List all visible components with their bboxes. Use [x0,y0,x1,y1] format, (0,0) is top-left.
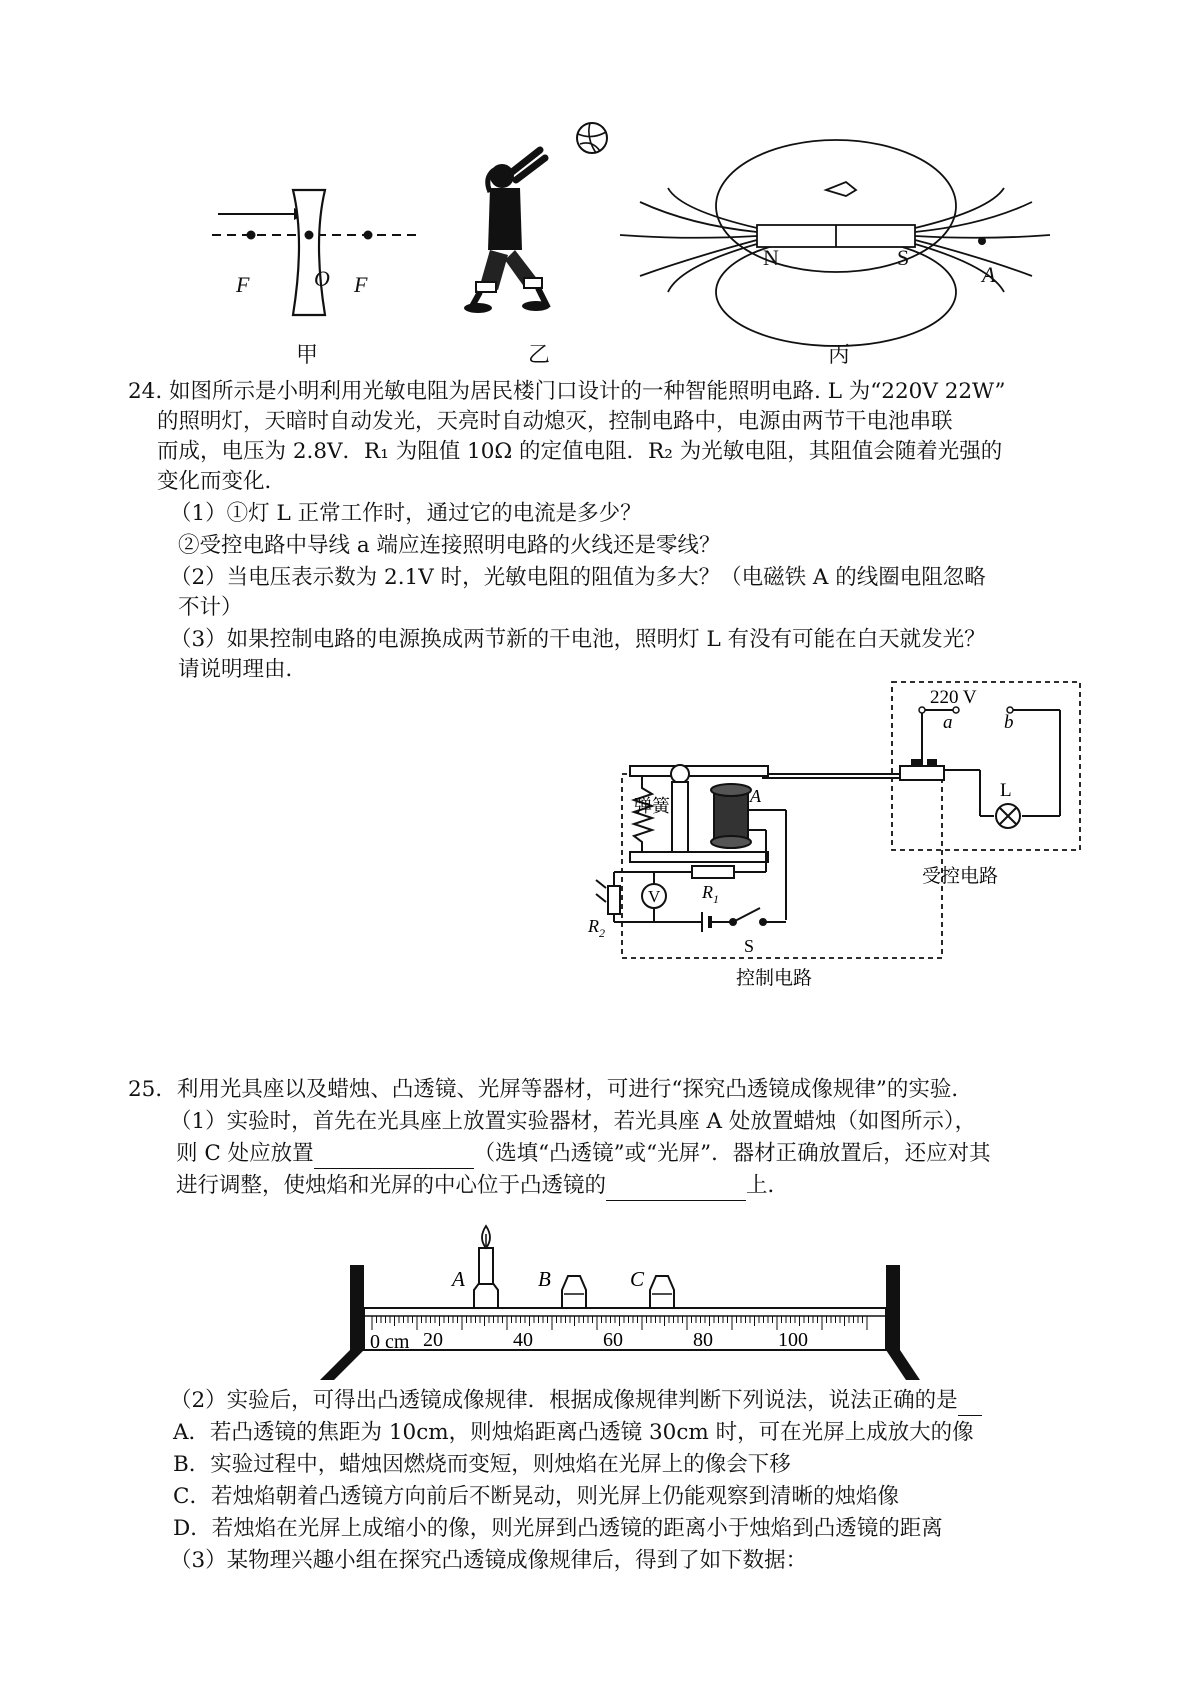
answer-blank-part-2[interactable] [958,1391,982,1416]
ruler-label-20: 20 [423,1329,443,1351]
focal-point-label-left: F [236,272,250,297]
focal-point-label-right: F [354,272,368,297]
lamp-label: L [1000,780,1012,801]
ruler-label-60: 60 [603,1329,623,1351]
q24-part-1-a: （1）①灯 L 正常工作时，通过它的电流是多少？ [170,501,642,526]
ruler-label-40: 40 [513,1329,533,1351]
q25-option-c: C．若烛焰朝着凸透镜方向前后不断晃动，则光屏上仍能观察到清晰的烛焰像 [173,1484,899,1509]
answer-blank-principal-axis[interactable] [606,1176,746,1201]
q25-option-b: B．实验过程中，蜡烛因燃烧而变短，则烛焰在光屏上的像会下移 [173,1452,791,1477]
q25-part-2 [170,1386,982,1416]
optical-bench-diagram [320,1220,920,1380]
position-a-label: A [452,1267,465,1291]
answer-blank-c-position[interactable] [314,1144,474,1169]
q25-part-1-text-d: 上． [746,1173,790,1198]
screen-holder-c [650,1276,674,1308]
figure-caption-yi: 乙 [528,343,551,368]
terminal-b-label: b [1004,712,1014,733]
magnet-south-label: S [897,245,910,270]
candle-holder-a [474,1226,498,1308]
q25-part-1-text-c: 进行调整，使烛焰和光屏的中心位于凸透镜的 [176,1173,607,1198]
figure-bing-bar-magnet [620,140,1050,346]
q25-part-1-text-b: （选填“凸透镜”或“光屏”．器材正确放置后，还应对其 [473,1141,991,1166]
position-c-label: C [630,1267,645,1291]
ruler-label-80: 80 [693,1329,713,1351]
terminal-a-label: a [943,712,953,733]
magnet-north-label: N [763,245,779,270]
resistor-r1-label: $R_1$ [702,882,719,906]
figure-yi-volleyball-player [464,123,607,313]
q24-part-2: （2）当电压表示数为 2.1V 时，光敏电阻的阻值为多大？（电磁铁 A 的线圈电阻忽略 [170,565,986,590]
control-circuit-label: 控制电路 [736,967,813,989]
optical-center-label: O [314,266,330,291]
lens-holder-b [562,1276,586,1308]
q25-option-a: A．若凸透镜的焦距为 10cm，则烛焰距离凸透镜 30cm 时，可在光屏上成放大的像 [173,1420,974,1445]
resistor-r2-label: $R_2$ [588,916,605,940]
q25-part-1-line-1: （1）实验时，首先在光具座上放置实验器材，若光具座 A 处放置蜡烛（如图所示）， [170,1109,977,1134]
q24-part-1-b: ②受控电路中导线 a 端应连接照明电路的火线还是零线？ [178,533,721,558]
q24-part-3: （3）如果控制电路的电源换成两节新的干电池，照明灯 L 有没有可能在白天就发光？ [170,627,986,652]
q25-part-1-line-2 [176,1139,991,1169]
ruler-label-100: 100 [778,1329,808,1351]
voltmeter-label: V [648,887,661,906]
q24-part-2-cont: 不计） [178,595,243,620]
figure-caption-jia: 甲 [296,343,319,368]
switch-label: S [744,936,755,956]
q24-line-3: 而成，电压为 2.8V．R₁ 为阻值 10Ω 的定值电阻．R₂ 为光敏电阻，其阻值会随着光强的 [157,439,1003,464]
q24-line-2: 的照明灯，天暗时自动发光，天亮时自动熄灭，控制电路中，电源由两节干电池串联 [157,409,953,434]
q25-intro: 25．利用光具座以及蜡烛、凸透镜、光屏等器材，可进行“探究凸透镜成像规律”的实验． [128,1077,973,1102]
circuit-voltage-label: 220 V [930,687,977,708]
point-a-label: A [982,262,996,287]
q25-part-2-text: （2）实验后，可得出凸透镜成像规律．根据成像规律判断下列说法，说法正确的是 [170,1388,958,1413]
position-b-label: B [538,1267,551,1291]
q24-line-1: 24. 如图所示是小明利用光敏电阻为居民楼门口设计的一种智能照明电路. L 为“220V 22W” [128,379,1006,404]
electromagnet-label: A [750,786,761,806]
figure-caption-bing: 丙 [828,343,851,368]
q24-part-3-cont: 请说明理由． [178,657,308,682]
figures-top [0,110,1200,310]
q25-part-1-line-3 [176,1171,789,1201]
q25-option-d: D．若烛焰在光屏上成缩小的像，则光屏到凸透镜的距离小于烛焰到凸透镜的距离 [173,1516,943,1541]
spring-label: 弹簧 [634,796,670,817]
q25-part-1-text-a: 则 C 处应放置 [176,1141,314,1166]
q24-line-4: 变化而变化． [157,469,287,494]
smart-lighting-circuit-diagram [588,670,1100,990]
controlled-circuit-label: 受控电路 [922,865,999,887]
ruler-label-0: 0 cm [370,1331,410,1353]
q25-part-3: （3）某物理兴趣小组在探究凸透镜成像规律后，得到了如下数据： [170,1548,808,1573]
